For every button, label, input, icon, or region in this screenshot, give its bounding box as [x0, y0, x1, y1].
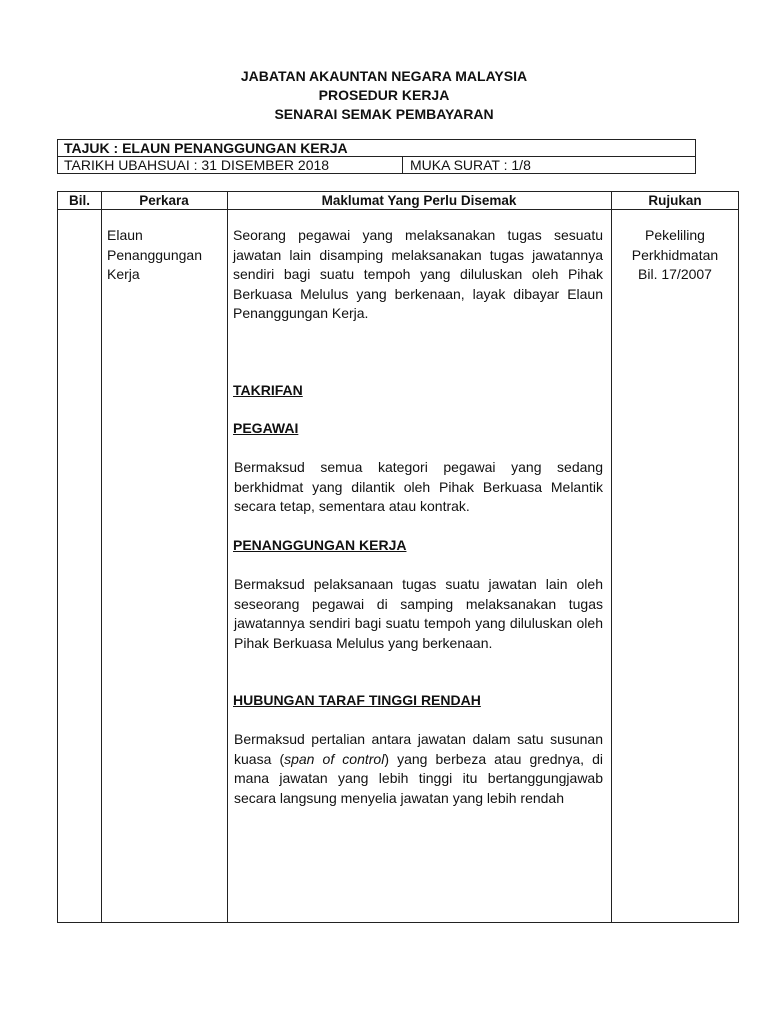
hubungan-definition [234, 730, 603, 808]
col-divider-2 [227, 192, 228, 922]
rujukan-line: Perkhidmatan [631, 246, 719, 263]
pegawai-definition: Bermaksud semua kategori pegawai yang sedang berkhidmat yang dilantik oleh Pihak Berkuasa Melantik secara tetap, sementara atau kontrak. [234, 459, 603, 514]
header-perkara: Perkara [139, 193, 189, 208]
header-rujukan: Rujukan [648, 193, 702, 208]
penanggungan-heading: PENANGGUNGAN KERJA [233, 537, 407, 553]
rujukan-line: Pekeliling [645, 227, 705, 243]
tajuk-text: TAJUK : ELAUN PENANGGUNGAN KERJA [64, 140, 348, 156]
doc-title-line2: PROSEDUR KERJA [318, 87, 450, 103]
tarikh-text: TARIKH UBAHSUAI : 31 DISEMBER 2018 [64, 157, 330, 173]
hubungan-text-italic: span of control [284, 750, 385, 767]
takrifan-heading: TAKRIFAN [233, 382, 303, 398]
doc-title-line3: SENARAI SEMAK PEMBAYARAN [274, 106, 494, 122]
rujukan-cell [612, 226, 738, 285]
hubungan-text-pre: Bermaksud pertalian antara jawatan dalam satu susunan kuasa ( [234, 731, 603, 767]
penanggungan-definition: Bermaksud pelaksanaan tugas suatu jawatan lain oleh seseorang pegawai di samping melaksanakan tugas jawatannya sendiri bagi suatu tempoh yang diluluskan oleh Pihak Berkuasa Melulus yang berkenaan. [234, 576, 603, 651]
perkara-line: Kerja [107, 266, 140, 282]
col-divider-1 [101, 192, 102, 922]
header-divider [58, 209, 738, 210]
header-bil: Bil. [68, 193, 90, 208]
doc-title-line1: JABATAN AKAUNTAN NEGARA MALAYSIA [240, 68, 528, 84]
hubungan-text-post: ) yang berbeza atau grednya, di mana jawatan yang lebih tinggi itu bertanggungjawab secara langsung menyelia jawatan yang lebih rendah [234, 750, 603, 806]
perkara-cell [107, 226, 202, 285]
header-maklumat: Maklumat Yang Perlu Disemak [321, 193, 517, 208]
info-col-divider [402, 156, 403, 173]
hubungan-heading: HUBUNGAN TARAF TINGGI RENDAH [233, 692, 481, 708]
col-divider-3 [611, 192, 612, 922]
rujukan-line: Bil. 17/2007 [638, 266, 712, 282]
muka-surat-text: MUKA SURAT : 1/8 [410, 157, 531, 173]
perkara-line: Penanggungan [107, 246, 202, 263]
intro-paragraph: Seorang pegawai yang melaksanakan tugas sesuatu jawatan lain disamping melaksanakan tugas jawatannya sendiri bagi suatu tempoh yang diluluskan oleh Pihak Berkuasa Melulus yang berkenaan, layak dibayar Elaun Penanggungan Kerja. [233, 227, 603, 321]
pegawai-heading: PEGAWAI [233, 420, 299, 436]
info-box [57, 139, 696, 174]
perkara-line: Elaun [107, 227, 143, 243]
